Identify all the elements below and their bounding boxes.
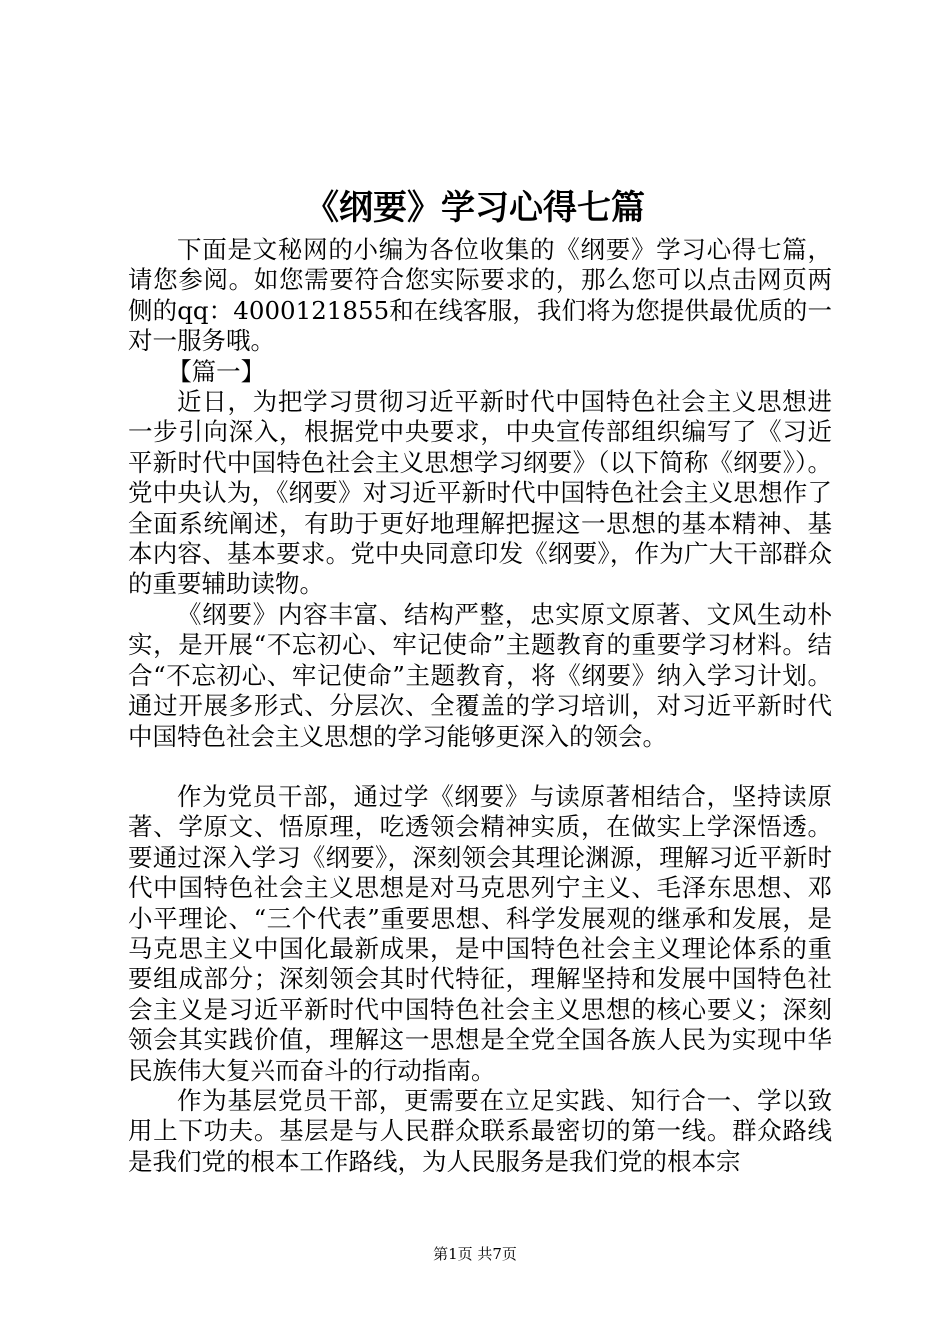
body-paragraph: 作为党员干部，通过学《纲要》与读原著相结合，坚持读原著、学原文、悟原理，吃透领会精神实质，在做实上学深悟透。要通过深入学习《纲要》，深刻领会其理论渊源，理解习近平新时代中国特色社会主义思想是对马克思列宁主义、毛泽东思想、邓小平理论、“三个代表”重要思想、科学发展观的继承和发展，是马克思主义中国化最新成果，是中国特色社会主义理论体系的重要组成部分；深刻领会其时代特征，理解坚持和发展中国特色社会主义是习近平新时代中国特色社会主义思想的核心要义；深刻领会其实践价值，理解这一思想是全党全国各族人民为实现中华民族伟大复兴而奋斗的行动指南。: [128, 781, 832, 1085]
page-footer: 第1页 共7页: [433, 1245, 517, 1263]
body-paragraph: 《纲要》内容丰富、结构严整，忠实原文原著、文风生动朴实，是开展“不忘初心、牢记使命”主题教育的重要学习材料。结合“不忘初心、牢记使命”主题教育，将《纲要》纳入学习计划。通过开展多形式、分层次、全覆盖的学习培训，对习近平新时代中国特色社会主义思想的学习能够更深入的领会。: [128, 599, 832, 751]
document-body: [128, 235, 832, 1177]
body-paragraph: 近日，为把学习贯彻习近平新时代中国特色社会主义思想进一步引向深入，根据党中央要求，中央宣传部组织编写了《习近平新时代中国特色社会主义思想学习纲要》（以下简称《纲要》）。党中央认为，《纲要》对习近平新时代中国特色社会主义思想作了全面系统阐述，有助于更好地理解把握这一思想的基本精神、基本内容、基本要求。党中央同意印发《纲要》，作为广大干部群众的重要辅助读物。: [128, 387, 832, 599]
section-heading: 【篇一】: [167, 356, 266, 386]
intro-paragraph: 下面是文秘网的小编为各位收集的《纲要》学习心得七篇，请您参阅。如您需要符合您实际要求的，那么您可以点击网页两侧的qq：4000121855和在线客服，我们将为您提供最优质的一对一服务哦。: [128, 235, 832, 356]
document-title: 《纲要》学习心得七篇: [305, 188, 645, 228]
body-paragraph: 作为基层党员干部，更需要在立足实践、知行合一、学以致用上下功夫。基层是与人民群众联系最密切的第一线。群众路线是我们党的根本工作路线，为人民服务是我们党的根本宗: [128, 1085, 832, 1176]
